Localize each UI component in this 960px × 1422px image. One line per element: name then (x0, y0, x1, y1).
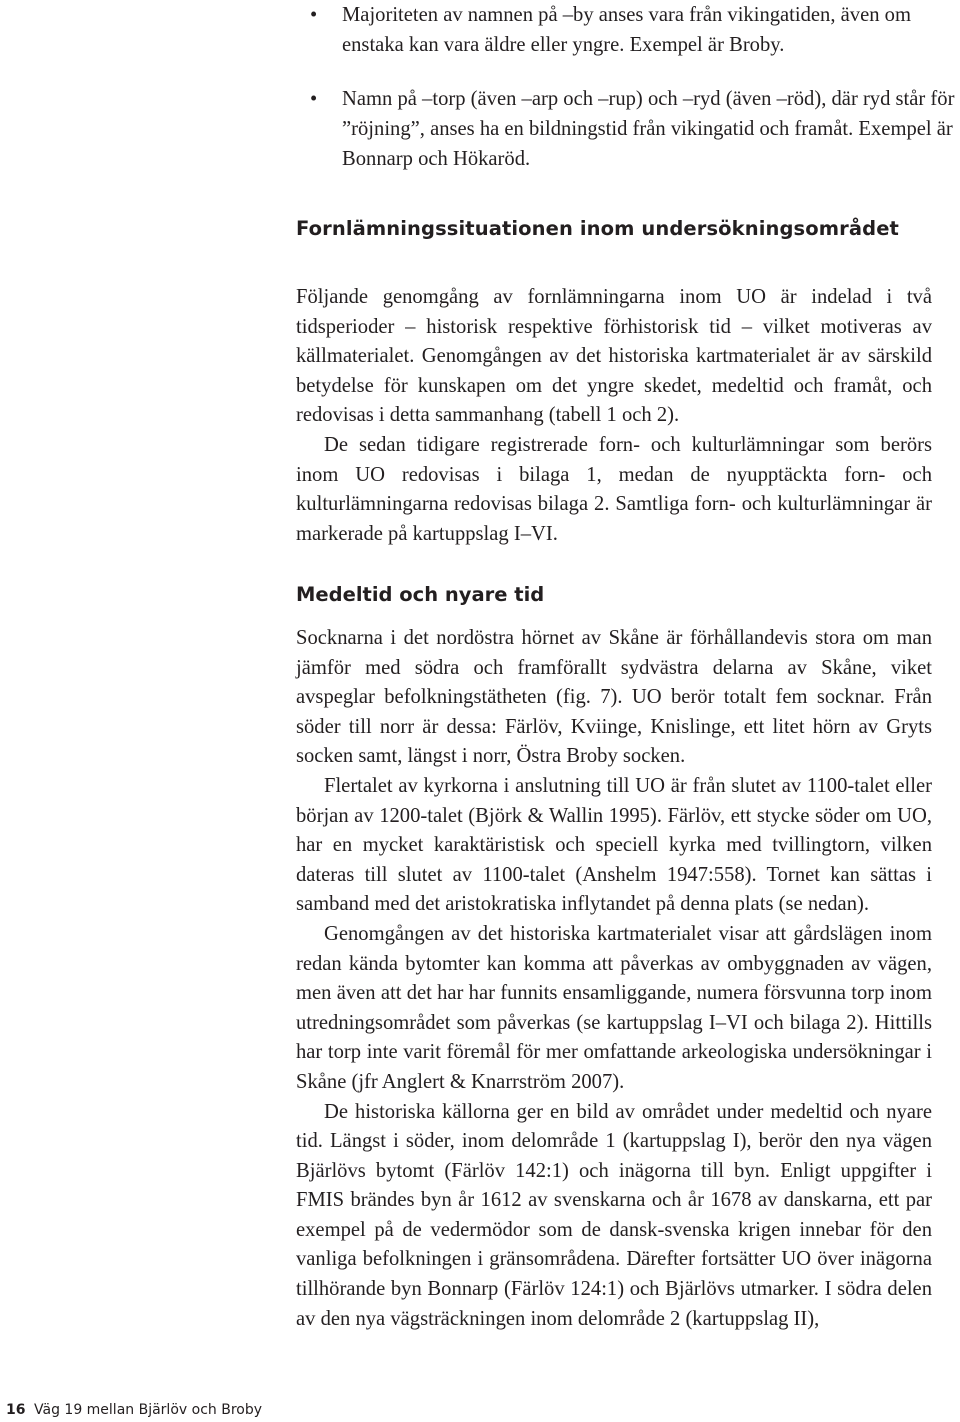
paragraph: Följande genomgång av fornlämningarna inom UO är indelad i två tidsperioder – historisk respektive förhistorisk tid – vilket motiveras av källmaterialet. Genomgången av det historiska kartmaterialet är av särskild betydelse för kunskapen om det yngre skedet, medeltid och framåt, och redovisas i detta sammanhang (tabell 1 och 2). (296, 286, 932, 427)
section-body-fornlamningar (296, 283, 932, 549)
bullet-text: Namn på –torp (även –arp och –rup) och –ryd (även –röd), där ryd står för ”röjning”, anses ha en bildningstid från vikingatid och framåt. Exempel är Bonnarp och Hökaröd. (342, 88, 955, 170)
running-title: Väg 19 mellan Bjärlöv och Broby (34, 1402, 262, 1418)
bullet-item (296, 84, 956, 174)
paragraph: De sedan tidigare registrerade forn- och kulturlämningar som berörs inom UO redovisas i bilaga 1, medan de nyupptäckta forn- och kulturlämningarna redovisas bilaga 2. Samtliga forn- och kulturlämningar är markerade på kartuppslag I–VI. (296, 433, 932, 545)
bullet-marker: • (310, 88, 318, 110)
paragraph: Flertalet av kyrkorna i anslutning till UO är från slutet av 1100-talet eller början av 1200-talet (Björk & Wallin 1995). Färlöv, ett stycke söder om UO, har en mycket karaktäristisk och speciell kyrka med tvillingtorn, vilken dateras till slutet av 1100-talet (Anshelm 1947:558). Tornet kan sättas i samband med det aristokratiska inflytandet på denna plats (se nedan). (296, 774, 932, 916)
bullet-list (296, 0, 956, 198)
section-heading-medeltid: Medeltid och nyare tid (296, 583, 545, 606)
bullet-marker: • (310, 4, 318, 26)
page-number: 16 (6, 1402, 26, 1418)
paragraph: De historiska källorna ger en bild av området under medeltid och nyare tid. Längst i söder, inom delområde 1 (kartuppslag I), berör den nya vägen Bjärlövs bytomt (Färlöv 142:1) och inägorna till byn. Enligt uppgifter i FMIS brändes byn år 1612 av svenskarna och år 1678 av danskarna, ett par exempel på de vedermödor som de dansk-svenska krigen innebar för den vanliga befolkningen i gränsområdena. Därefter fortsätter UO över inägorna tillhörande byn Bonnarp (Färlöv 124:1) och Bjärlövs utmarker. I södra delen av den nya vägsträckningen inom delområde 2 (kartuppslag II), (296, 1100, 932, 1330)
paragraph: Socknarna i det nordöstra hörnet av Skåne är förhållandevis stora om man jämför med södra och framförallt sydvästra delarna av Skåne, viket avspeglar befolkningstätheten (fig. 7). UO berör totalt fem socknar. Från söder till norr är dessa: Färlöv, Kviinge, Knislinge, ett litet hörn av Gryts socken samt, längst i norr, Östra Broby socken. (296, 627, 932, 768)
paragraph: Genomgången av det historiska kartmaterialet visar att gårdslägen inom redan kända bytomter kan komma att påverkas av ombyggnaden av vägen, men även att det har har funnits ensamliggande, numera försvunna torp inom utredningsområdet som påverkas (se kartuppslag I–VI och bilaga 2). Hittills har torp inte varit föremål för mer omfattande arkeologiska undersökningar i Skåne (jfr Anglert & Knarrström 2007). (296, 922, 932, 1093)
bullet-text: Majoriteten av namnen på –by anses vara från vikingatiden, även om enstaka kan vara äldre eller yngre. Exempel är Broby. (342, 4, 911, 56)
section-body-medeltid (296, 624, 932, 1334)
section-heading-fornlamningar: Fornlämningssituationen inom undersökningsområdet (296, 217, 899, 240)
bullet-item (296, 0, 956, 60)
